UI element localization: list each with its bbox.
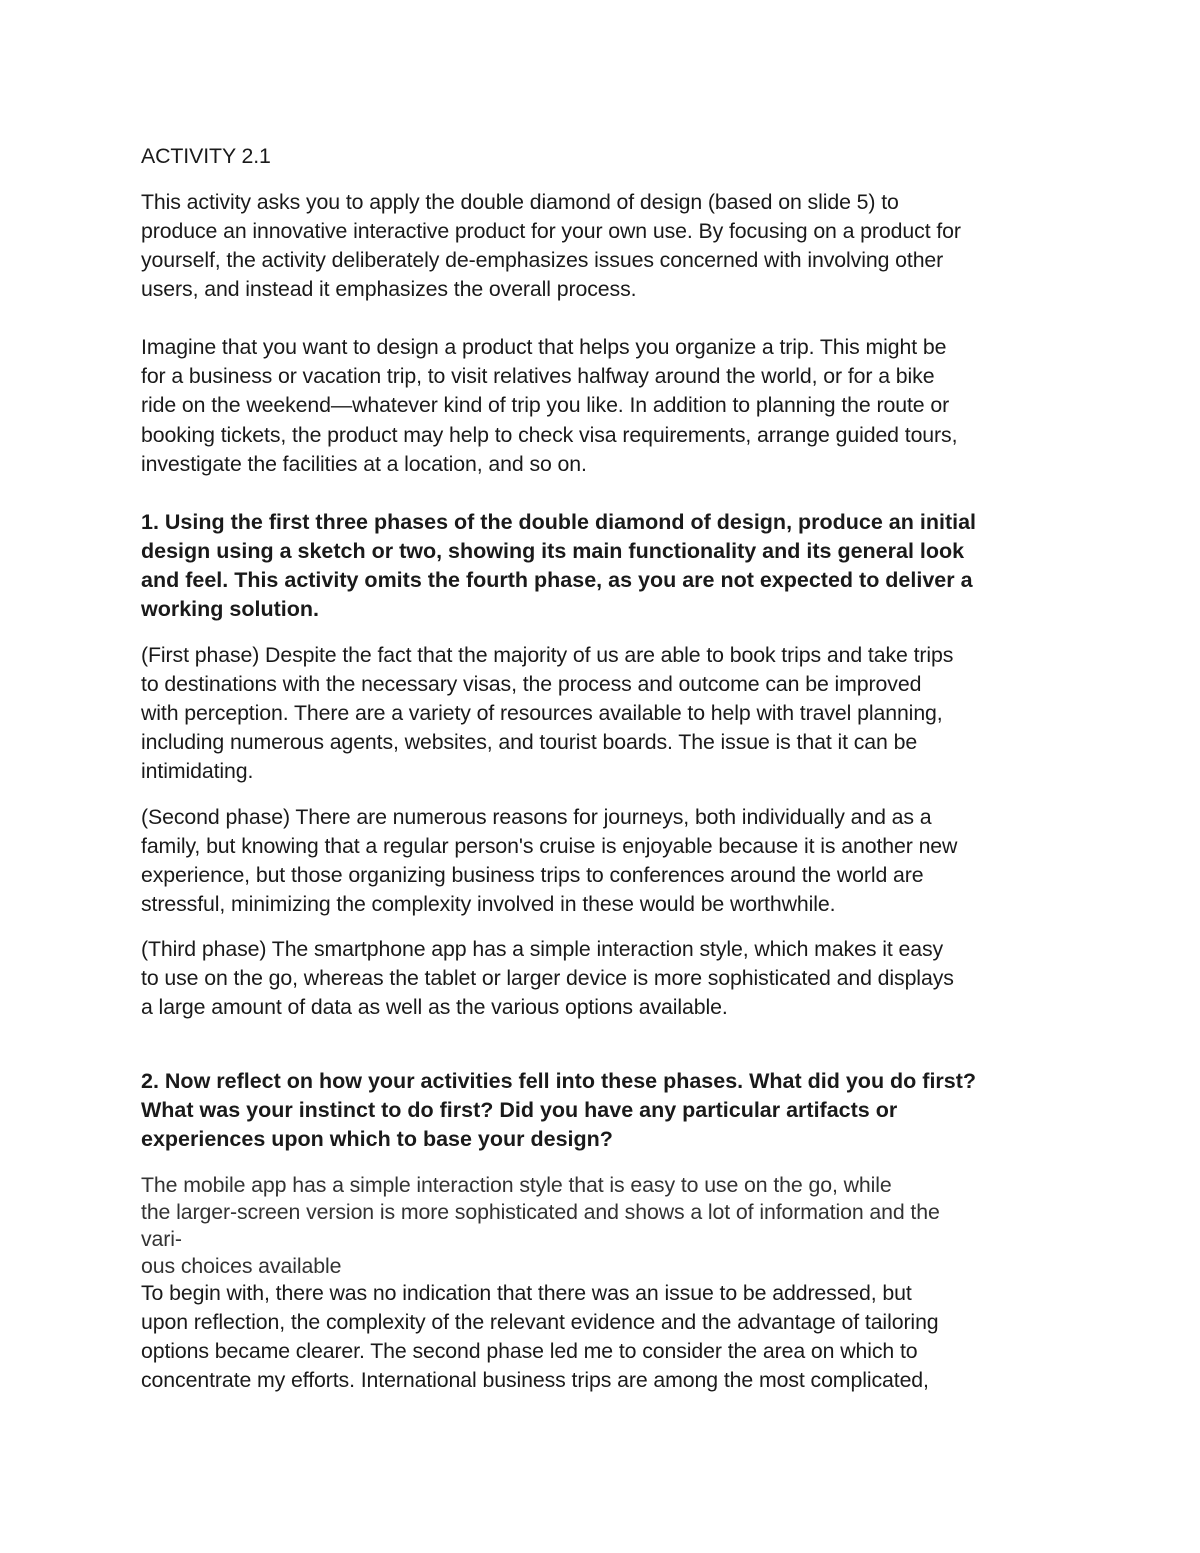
text-line: What was your instinct to do first? Did you have any particular artifacts or: [141, 1098, 898, 1122]
text-line: and feel. This activity omits the fourth phase, as you are not expected to deliver a: [141, 568, 973, 592]
text-line: design using a sketch or two, showing its main functionality and its general look: [141, 539, 965, 563]
text-line: with perception. There are a variety of resources available to help with travel planning,: [141, 701, 943, 725]
text-line: booking tickets, the product may help to check visa requirements, arrange guided tours,: [141, 423, 958, 447]
text-line: including numerous agents, websites, and tourist boards. The issue is that it can be: [141, 730, 918, 754]
text-line: The mobile app has a simple interaction style that is easy to use on the go, while: [141, 1173, 892, 1197]
text-line: working solution.: [141, 597, 319, 621]
text-line: ous choices available: [141, 1254, 342, 1278]
text-line: (Second phase) There are numerous reasons for journeys, both individually and as a: [141, 805, 932, 829]
text-line: 2. Now reflect on how your activities fell into these phases. What did you do first?: [141, 1069, 977, 1093]
text-line: users, and instead it emphasizes the overall process.: [141, 277, 637, 301]
text-line: (First phase) Despite the fact that the majority of us are able to book trips and take trips: [141, 643, 954, 667]
text-line: experience, but those organizing business trips to conferences around the world are: [141, 863, 924, 887]
text-line: produce an innovative interactive product for your own use. By focusing on a product for: [141, 219, 961, 243]
text-line: concentrate my efforts. International business trips are among the most complicated,: [141, 1368, 929, 1392]
text-line: upon reflection, the complexity of the relevant evidence and the advantage of tailoring: [141, 1310, 939, 1334]
text-line: a large amount of data as well as the various options available.: [141, 995, 728, 1019]
text-line: intimidating.: [141, 759, 254, 783]
text-line: (Third phase) The smartphone app has a simple interaction style, which makes it easy: [141, 937, 944, 961]
text-line: vari-: [141, 1227, 182, 1251]
text-line: to use on the go, whereas the tablet or larger device is more sophisticated and displays: [141, 966, 954, 990]
text-line: stressful, minimizing the complexity involved in these would be worthwhile.: [141, 892, 836, 916]
text-line: options became clearer. The second phase led me to consider the area on which to: [141, 1339, 918, 1363]
text-line: for a business or vacation trip, to visit relatives halfway around the world, or for a bike: [141, 364, 935, 388]
text-line: experiences upon which to base your design?: [141, 1127, 613, 1151]
text-line: To begin with, there was no indication that there was an issue to be addressed, but: [141, 1281, 912, 1305]
text-line: 1. Using the first three phases of the double diamond of design, produce an initial: [141, 510, 977, 534]
text-line: This activity asks you to apply the double diamond of design (based on slide 5) to: [141, 190, 899, 214]
text-line: ride on the weekend—whatever kind of trip you like. In addition to planning the route or: [141, 393, 950, 417]
text-line: the larger-screen version is more sophisticated and shows a lot of information and the: [141, 1200, 940, 1224]
text-line: investigate the facilities at a location, and so on.: [141, 452, 587, 476]
activity-title: ACTIVITY 2.1: [141, 144, 271, 168]
text-line: yourself, the activity deliberately de-emphasizes issues concerned with involving other: [141, 248, 944, 272]
text-line: family, but knowing that a regular person's cruise is enjoyable because it is another new: [141, 834, 958, 858]
text-line: to destinations with the necessary visas, the process and outcome can be improved: [141, 672, 922, 696]
text-line: Imagine that you want to design a product that helps you organize a trip. This might be: [141, 335, 947, 359]
